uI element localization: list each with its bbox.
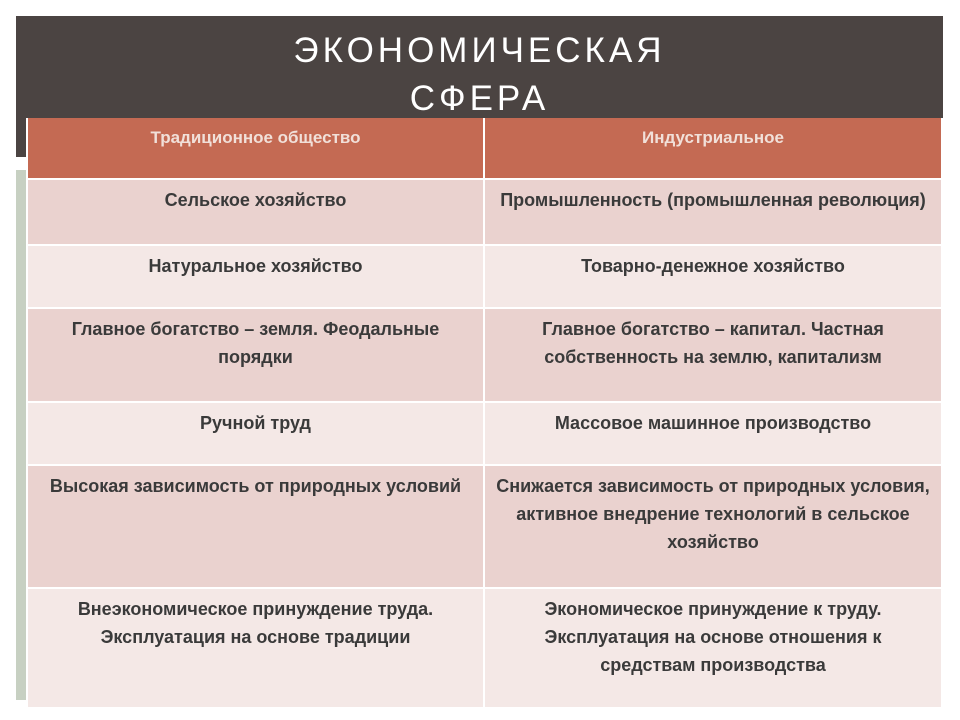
table-row bbox=[27, 465, 942, 588]
table-cell-traditional: Ручной труд bbox=[27, 402, 484, 465]
comparison-table bbox=[26, 118, 943, 709]
table-row bbox=[27, 245, 942, 308]
comparison-table-wrap bbox=[26, 118, 941, 702]
left-decor-stripe bbox=[16, 170, 26, 700]
table-row bbox=[27, 179, 942, 245]
table-cell-industrial: Главное богатство – капитал. Частная собственность на землю, капитализм bbox=[484, 308, 942, 402]
table-cell-traditional: Главное богатство – земля. Феодальные порядки bbox=[27, 308, 484, 402]
slide-title bbox=[16, 16, 943, 123]
header-industrial: Индустриальное bbox=[484, 118, 942, 179]
table-cell-industrial: Массовое машинное производство bbox=[484, 402, 942, 465]
table-row bbox=[27, 308, 942, 402]
table-cell-industrial: Снижается зависимость от природных условия, активное внедрение технологий в сельское хозяйство bbox=[484, 465, 942, 588]
table-cell-traditional: Внеэкономическое принуждение труда. Эксплуатация на основе традиции bbox=[27, 588, 484, 708]
table-row bbox=[27, 402, 942, 465]
table-cell-traditional: Натуральное хозяйство bbox=[27, 245, 484, 308]
table-cell-industrial: Товарно-денежное хозяйство bbox=[484, 245, 942, 308]
table-cell-traditional: Высокая зависимость от природных условий bbox=[27, 465, 484, 588]
header-traditional: Традиционное общество bbox=[27, 118, 484, 179]
table-row bbox=[27, 588, 942, 708]
table-cell-industrial: Промышленность (промышленная революция) bbox=[484, 179, 942, 245]
table-header-row bbox=[27, 118, 942, 179]
slide-title-line1: ЭКОНОМИЧЕСКАЯ bbox=[293, 31, 666, 70]
table-cell-industrial: Экономическое принуждение к труду. Эксплуатация на основе отношения к средствам производства bbox=[484, 588, 942, 708]
table-cell-traditional: Сельское хозяйство bbox=[27, 179, 484, 245]
slide-title-line2: СФЕРА bbox=[409, 79, 550, 118]
